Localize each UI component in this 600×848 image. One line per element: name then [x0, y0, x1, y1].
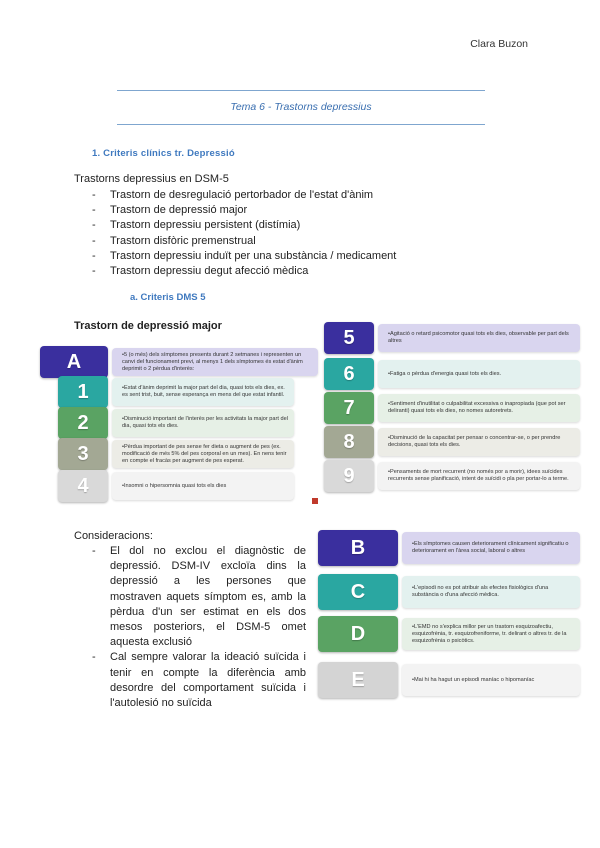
criterion-badge: A	[40, 346, 108, 378]
criterion-badge: D	[318, 616, 398, 652]
list-item: - El dol no exclou el diagnòstic de depressió. DSM-IV excloïa dins la depressió a les persones que mostraven aquets símptom es, amb la pèrdua d'un ser estimat en els dos mesos posteriors, el DSM-5 omet aquesta exclusió	[92, 544, 306, 650]
sub-heading: a. Criteris DMS 5	[130, 292, 206, 303]
red-marker	[312, 498, 318, 504]
criterion-text: • Disminució de la capacitat per pensar o concentrar-se, o per prendre decisions, quasi tots els dies.	[378, 428, 580, 456]
criterion-6	[324, 358, 580, 390]
criterion-text: • Sentiment d'inutilitat o culpabilitat excessiva o inapropiada (que pot ser deliranti) quasi tots els dies, no nomes autoretrets.	[378, 394, 580, 422]
list-item: - Cal sempre valorar la ideació suïcida i tenir en compte la diferència amb desordre del comportament suïcida i l'autolesió no suïcida	[92, 650, 306, 711]
criterion-badge: C	[318, 574, 398, 610]
title-bottom-rule	[117, 124, 485, 125]
criterion-text: • Estat d'ànim deprimit la major part del dia, quasi tots els dies, ex. es sent trist, buit, sense esperança en mens del que estat infantil.	[112, 378, 294, 406]
criterion-A	[40, 346, 318, 378]
section-heading: 1. Criteris clínics tr. Depressió	[92, 148, 235, 159]
criterion-4	[58, 470, 294, 502]
intro-text: Trastorns depressius en DSM-5	[74, 173, 229, 185]
list-item: - Trastorn depressiu persistent (distímia)	[92, 218, 396, 233]
document-title: Tema 6 - Trastorns depressius	[230, 101, 372, 113]
criterion-badge: 6	[324, 358, 374, 390]
criterion-badge: 2	[58, 407, 108, 439]
list-item: - Trastorn depressiu induït per una substància / medicament	[92, 249, 396, 264]
criterion-text: • Fatiga o pèrdua d'energia quasi tots els dies.	[378, 360, 580, 388]
criterion-text: • Insomni o hipersomnia quasi tots els dies	[112, 472, 294, 500]
disorder-list	[92, 188, 396, 279]
criterion-C	[318, 574, 580, 610]
criterion-badge: E	[318, 662, 398, 698]
criterion-badge: 1	[58, 376, 108, 408]
list-item: - Trastorn disfòric premenstrual	[92, 234, 396, 249]
criterion-3	[58, 438, 294, 470]
list-item: - Trastorn depressiu degut afecció mèdica	[92, 264, 396, 279]
criterion-D	[318, 616, 580, 652]
criterion-1	[58, 376, 294, 408]
list-item: - Trastorn de desregulació pertorbador de l'estat d'ànim	[92, 188, 396, 203]
criterion-badge: 4	[58, 470, 108, 502]
criterion-badge: B	[318, 530, 398, 566]
criterion-text: • Pensaments de mort recurrent (no només por a morir), idees suïcides recurrents sense planificació, intent de suïcidi o pla per portar-lo a terme.	[378, 462, 580, 490]
criterion-text: • 5 (o més) dels símptomes presents durant 2 setmanes i representen un canvi del funcionament previ, al menys 1 dels símptomes és estat d'ànim deprimit o 2 pèrdua d'interès:	[112, 348, 318, 376]
criterion-text: • Pèrdua important de pes sense fer dieta o augment de pes (ex. modificació de més 5% del pes corporal en un mes). En nens tenir en compte el fracàs per augment de pes esperat.	[112, 440, 294, 468]
criterion-2	[58, 407, 294, 439]
criterion-7	[324, 392, 580, 424]
criterion-text: • Mai hi ha hagut un episodi maníac o hipomaníac	[402, 664, 580, 696]
criterion-badge: 5	[324, 322, 374, 354]
criterion-text: • L'episodi no es pot atribuir als efectes fisiològics d'una substància o d'una afecció mèdica.	[402, 576, 580, 608]
criterion-B	[318, 530, 580, 566]
criterion-8	[324, 426, 580, 458]
criterion-E	[318, 662, 580, 698]
criterion-badge: 7	[324, 392, 374, 424]
criterion-badge: 3	[58, 438, 108, 470]
considerations-title: Consideracions:	[74, 530, 153, 542]
author-name: Clara Buzon	[470, 38, 528, 50]
criterion-badge: 9	[324, 460, 374, 492]
criterion-5	[324, 322, 580, 354]
list-item: - Trastorn de depressió major	[92, 203, 396, 218]
criterion-9	[324, 460, 580, 492]
criteria-box-title: Trastorn de depressió major	[74, 320, 222, 332]
criterion-badge: 8	[324, 426, 374, 458]
title-top-rule	[117, 90, 485, 91]
criterion-text: • L'EMD no s'explica millor per un trastorn esquizoafectiu, esquizofrènia, tr. esquizofreniforme, tr. delirant o altres tr. de la esquizofrènia o psicòtics.	[402, 618, 580, 650]
criterion-text: • Disminució important de l'interès per les activitats la major part del dia, quasi tots els dies.	[112, 409, 294, 437]
criterion-text: • Els símptomes causen deteriorament clínicament significatiu o deteriorament en l'àrea social, laboral o altres	[402, 532, 580, 564]
considerations-list	[92, 544, 306, 711]
criterion-text: • Agitació o retard psicomotor quasi tots els dies, observable per part dels altres	[378, 324, 580, 352]
